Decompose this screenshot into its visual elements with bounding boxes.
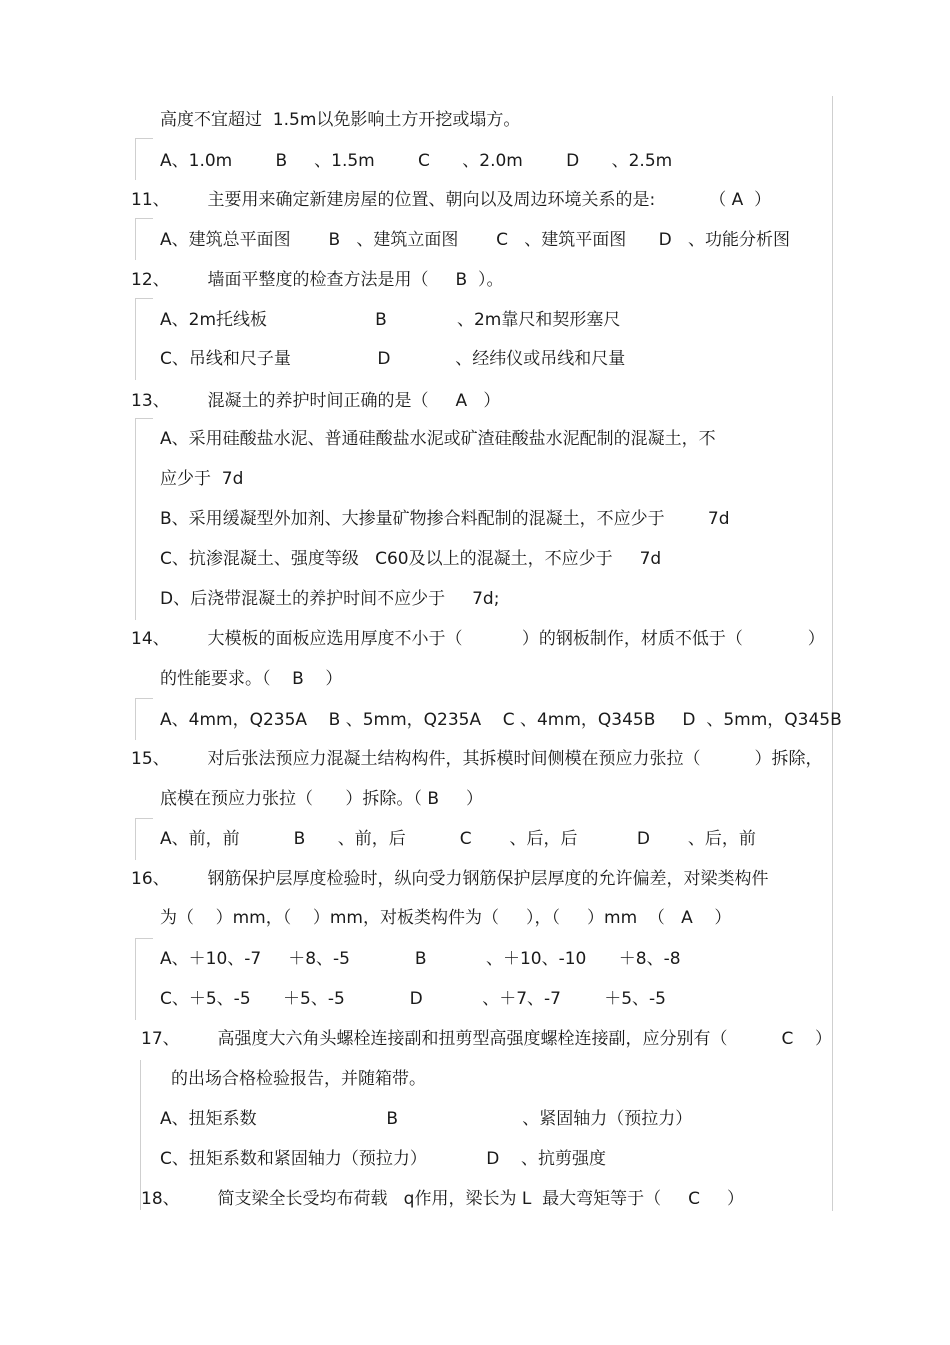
text-line: A、采用硅酸盐水泥、普通硅酸盐水泥或矿渣硅酸盐水泥配制的混凝土，不 (160, 429, 716, 449)
margin-bracket-tick (135, 418, 153, 419)
text-line: D、后浇带混凝土的养护时间不应少于 7d; (160, 589, 500, 609)
text-line: A、＋10、-7 ＋8、-5 B 、＋10、-10 ＋8、-8 (160, 949, 681, 969)
margin-bracket (135, 418, 136, 620)
text-line: C、＋5、-5 ＋5、-5 D 、＋7、-7 ＋5、-5 (160, 989, 666, 1009)
margin-bracket-tick (135, 938, 153, 939)
text-line: C、扭矩系数和紧固轴力（预拉力） D 、抗剪强度 (160, 1149, 607, 1169)
margin-bracket-tick (135, 818, 153, 819)
text-line: 14、 大模板的面板应选用厚度不小于（ ）的钢板制作，材质不低于（ ） (131, 629, 825, 649)
text-line: 高度不宜超过 1.5m以免影响土方开挖或塌方。 (160, 110, 521, 130)
text-line: 的出场合格检验报告，并随箱带。 (171, 1069, 426, 1089)
margin-bracket-tick (135, 298, 153, 299)
margin-bracket (135, 138, 136, 180)
text-line: 12、 墙面平整度的检查方法是用（ B ）。 (131, 270, 504, 290)
margin-bracket (135, 818, 136, 860)
text-line: 的性能要求。（ B ） (160, 669, 343, 689)
text-line: A、建筑总平面图 B 、建筑立面图 C 、建筑平面图 D 、功能分析图 (160, 230, 790, 250)
text-line: 16、 钢筋保护层厚度检验时，纵向受力钢筋保护层厚度的允许偏差，对梁类构件 (131, 869, 769, 889)
margin-bracket (135, 298, 136, 380)
margin-bracket-tick (135, 698, 153, 699)
text-line: 13、 混凝土的养护时间正确的是（ A ） (131, 391, 501, 411)
text-line: A、前，前 B 、前，后 C 、后，后 D 、后，前 (160, 829, 756, 849)
text-line: 11、 主要用来确定新建房屋的位置、朝向以及周边环境关系的是: （ A ） (131, 190, 772, 210)
text-line: 应少于 7d (160, 469, 244, 489)
text-line: C、抗渗混凝土、强度等级 C60及以上的混凝土，不应少于 7d (160, 549, 662, 569)
text-line: A、2m托线板 B 、2m靠尺和契形塞尺 (160, 310, 621, 330)
text-line: 18、 简支梁全长受均布荷载 q作用，梁长为 L 最大弯矩等于（ C ） (141, 1189, 745, 1209)
margin-bracket (135, 938, 136, 1020)
margin-bracket-tick (135, 218, 153, 219)
margin-bracket-tick (135, 138, 153, 139)
margin-bracket (135, 698, 136, 740)
text-line: 15、 对后张法预应力混凝土结构构件，其拆模时间侧模在预应力张拉（ ）拆除， (131, 749, 823, 769)
text-line: A、1.0m B 、1.5m C 、2.0m D 、2.5m (160, 151, 673, 171)
right-margin-rule (832, 96, 833, 1211)
text-line: B、采用缓凝型外加剂、大掺量矿物掺合料配制的混凝土，不应少于 7d (160, 509, 730, 529)
text-line: 为（ ）mm，（ ）mm，对板类构件为（ ），（ ）mm （ A ） (160, 908, 732, 928)
text-line: 17、 高强度大六角头螺栓连接副和扭剪型高强度螺栓连接副，应分别有（ C ） (141, 1029, 832, 1049)
text-line: A、扭矩系数 B 、紧固轴力（预拉力） (160, 1109, 693, 1129)
text-line: C、吊线和尺子量 D 、经纬仪或吊线和尺量 (160, 349, 626, 369)
margin-bracket (135, 218, 136, 260)
text-line: 底模在预应力张拉（ ）拆除。（ B ） (160, 789, 484, 809)
text-line: A、4mm，Q235A B 、5mm，Q235A C 、4mm，Q345B D 、5mm，Q345B (160, 710, 842, 730)
